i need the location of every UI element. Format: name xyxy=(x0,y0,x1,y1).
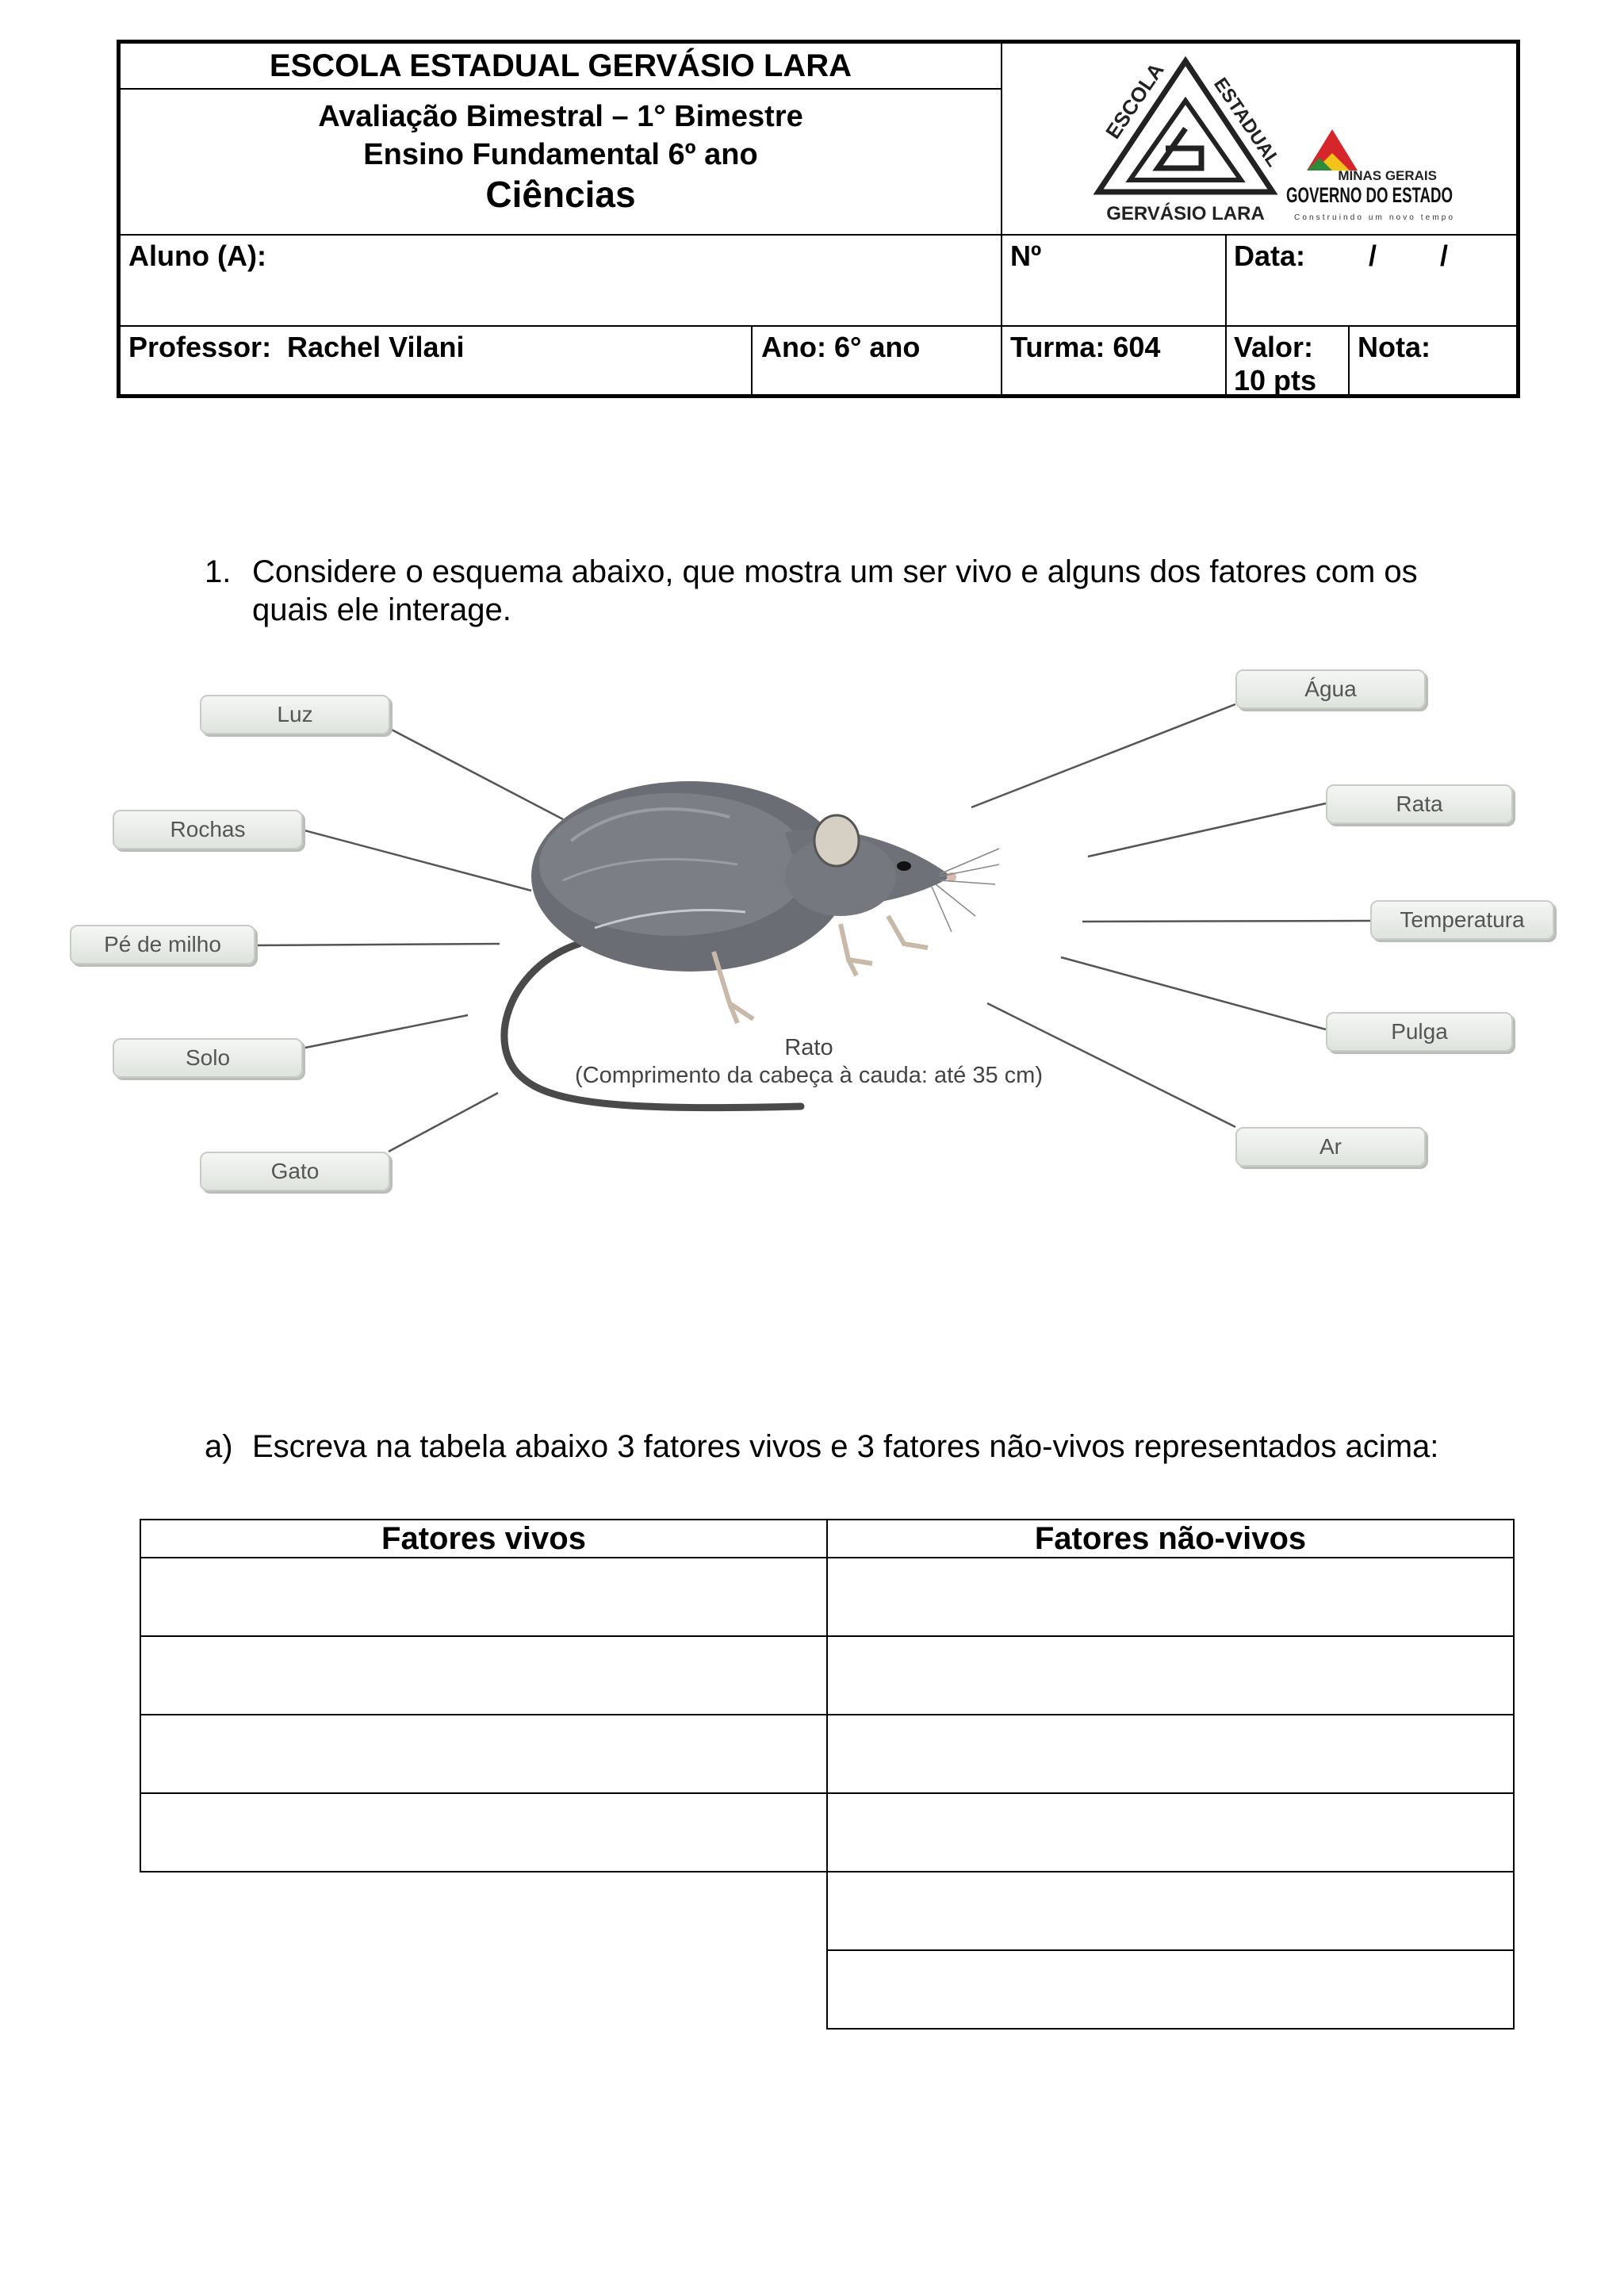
question-number: 1. xyxy=(205,554,232,589)
label-ar: Ar xyxy=(1235,1127,1426,1167)
value-field-label: Valor: xyxy=(1234,331,1314,363)
label-rata: Rata xyxy=(1326,784,1513,824)
answer-cell-living[interactable] xyxy=(140,1793,827,1872)
subject-title: Ciências xyxy=(485,174,636,215)
column-header-living: Fatores vivos xyxy=(140,1520,827,1558)
svg-text:MINAS GERAIS: MINAS GERAIS xyxy=(1338,168,1437,183)
rat-title: Rato xyxy=(784,1035,833,1060)
school-name: ESCOLA ESTADUAL GERVÁSIO LARA xyxy=(269,48,852,83)
table-row xyxy=(140,1872,1514,1950)
subquestion-label: a) xyxy=(205,1429,233,1464)
teacher-field: Professor: Rachel Vilani xyxy=(128,331,465,363)
table-header-row xyxy=(140,1520,1514,1558)
column-header-nonliving: Fatores não-vivos xyxy=(827,1520,1514,1558)
label-agua: Água xyxy=(1235,669,1426,709)
table-row xyxy=(140,1558,1514,1636)
answer-cell-nonliving[interactable] xyxy=(827,1558,1514,1636)
exam-title: Avaliação Bimestral – 1° Bimestre xyxy=(318,100,803,133)
subquestion-text: Escreva na tabela abaixo 3 fatores vivos e 3 fatores não-vivos representados acima: xyxy=(252,1429,1439,1464)
answer-cell-living[interactable] xyxy=(140,1715,827,1793)
grade-field: Nota: xyxy=(1358,331,1431,363)
label-luz: Luz xyxy=(200,695,390,734)
year-field: Ano: 6° ano xyxy=(761,331,921,363)
label-solo: Solo xyxy=(113,1038,303,1078)
table-row xyxy=(140,1715,1514,1793)
answer-cell-living[interactable] xyxy=(140,1636,827,1715)
answer-cell-nonliving[interactable] xyxy=(827,1636,1514,1715)
empty-cell xyxy=(140,1872,827,1950)
svg-text:GOVERNO DO ESTADO: GOVERNO DO ESTADO xyxy=(1286,183,1453,207)
label-temperatura: Temperatura xyxy=(1370,900,1554,940)
label-gato: Gato xyxy=(200,1152,390,1191)
label-rochas: Rochas xyxy=(113,810,303,849)
label-pulga: Pulga xyxy=(1326,1012,1513,1052)
table-row xyxy=(140,1636,1514,1715)
answer-cell-nonliving[interactable] xyxy=(827,1950,1514,2029)
table-row xyxy=(140,1950,1514,2029)
svg-text:Construindo um novo tempo: Construindo um novo tempo xyxy=(1294,213,1453,222)
student-name-field: Aluno (A): xyxy=(128,240,266,272)
answer-cell-nonliving[interactable] xyxy=(827,1872,1514,1950)
rat-caption: (Comprimento da cabeça à cauda: até 35 cm) xyxy=(575,1063,1043,1088)
answer-cell-nonliving[interactable] xyxy=(827,1793,1514,1872)
student-number-field: Nº xyxy=(1010,240,1042,272)
label-pe-de-milho: Pé de milho xyxy=(70,925,255,964)
svg-text:GERVÁSIO LARA: GERVÁSIO LARA xyxy=(1106,203,1265,224)
date-field: Data: / / xyxy=(1234,240,1449,272)
answer-table xyxy=(140,1519,1515,2030)
svg-text:ESCOLA: ESCOLA xyxy=(1101,58,1169,144)
table-row xyxy=(140,1793,1514,1872)
svg-text:ESTADUAL: ESTADUAL xyxy=(1209,74,1285,171)
level-text: Ensino Fundamental 6º ano xyxy=(363,138,758,171)
answer-cell-nonliving[interactable] xyxy=(827,1715,1514,1793)
class-field: Turma: 604 xyxy=(1010,331,1161,363)
empty-cell xyxy=(140,1950,827,2029)
value-field-points: 10 pts xyxy=(1234,364,1317,397)
question-text-line1: Considere o esquema abaixo, que mostra um ser vivo e alguns dos fatores com os xyxy=(252,554,1418,589)
answer-cell-living[interactable] xyxy=(140,1558,827,1636)
question-text-line2: quais ele interage. xyxy=(252,592,511,627)
